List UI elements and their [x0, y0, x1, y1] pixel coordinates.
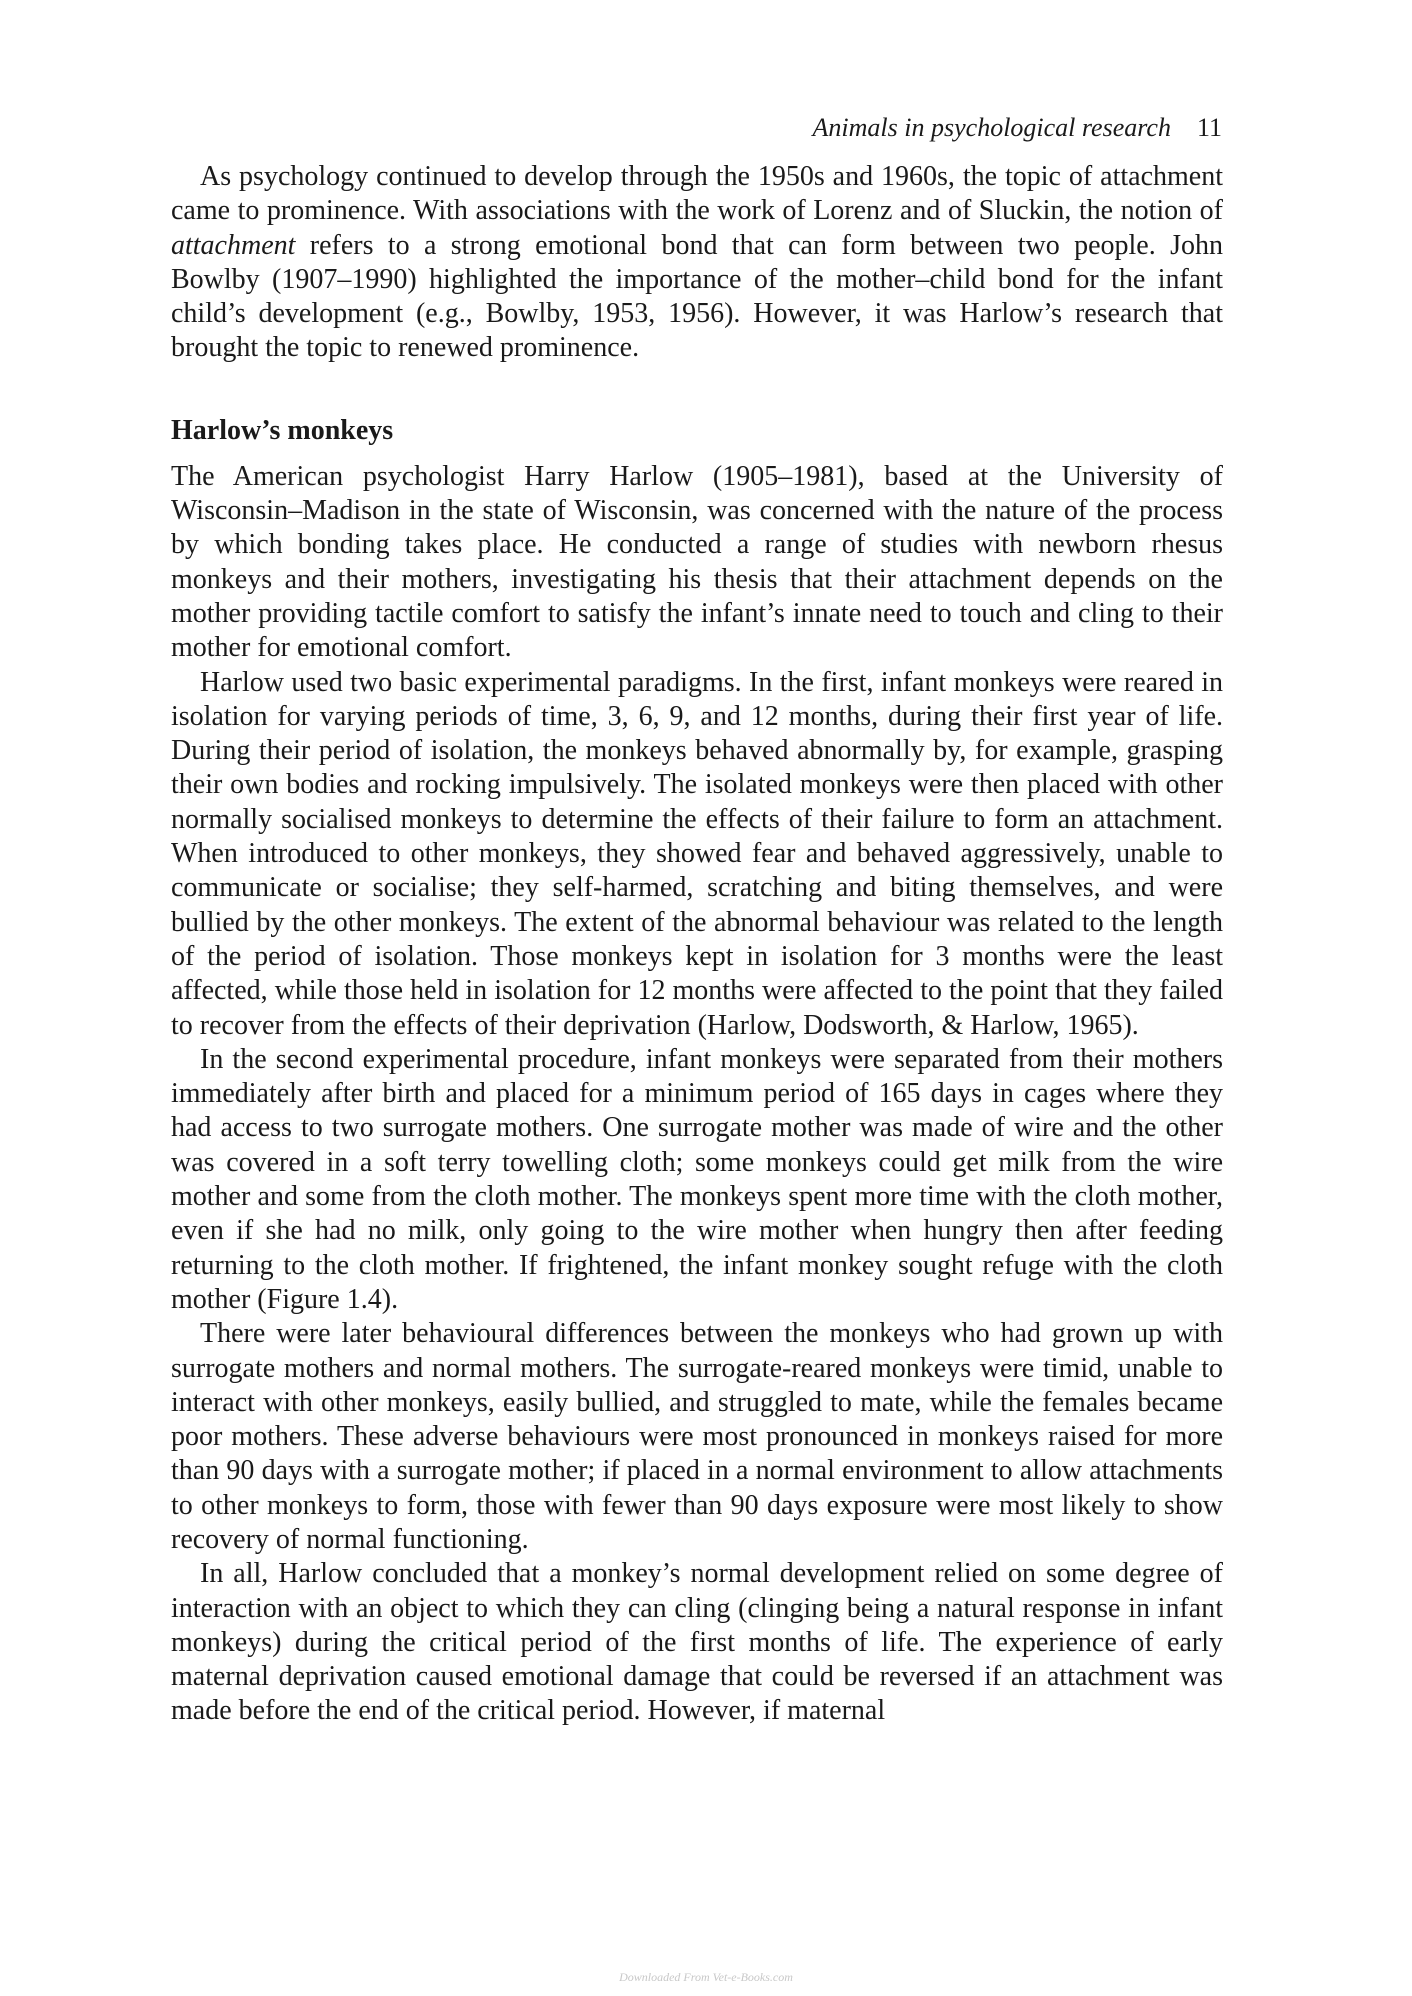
intro-emphasis: attachment: [171, 229, 296, 261]
running-title: Animals in psychological research: [812, 113, 1171, 142]
body-paragraph-4: There were later behavioural differences between the monkeys who had grown up with surrogate mothers and normal mothers. The surrogate-reared monkeys were timid, unable to interact with other monkeys, easily bullied, and struggled to mate, while the females became poor mothers. These adverse behaviours were most pronounced in monkeys raised for more than 90 days with a surrogate mother; if placed in a normal environment to allow attachments to other monkeys to form, those with fewer than 90 days exposure were most likely to show recovery of normal functioning.: [171, 1318, 1223, 1555]
body-paragraph-2: Harlow used two basic experimental paradigms. In the first, infant monkeys were reared in isolation for varying periods of time, 3, 6, 9, and 12 months, during their first year of life. During their period of isolation, the monkeys behaved abnormally by, for example, grasping their own bodies and rocking impulsively. The isolated monkeys were then placed with other normally socialised monkeys to determine the effects of their failure to form an attachment. When introduced to other monkeys, they showed fear and behaved aggressively, unable to communicate or socialise; they self-harmed, scratching and biting themselves, and were bullied by the other monkeys. The extent of the abnormal behaviour was related to the length of the period of isolation. Those monkeys kept in isolation for 3 months were the least affected, while those held in isolation for 12 months were affected to the point that they failed to recover from the effects of their deprivation (Harlow, Dodsworth, & Harlow, 1965).: [171, 666, 1223, 1041]
page-number: 11: [1196, 113, 1222, 142]
running-header: [813, 113, 1222, 143]
body-paragraph-5: In all, Harlow concluded that a monkey’s normal development relied on some degree of interaction with an object to which they can cling (clinging being a natural response in infant monkeys) during the critical period of the first months of life. The experience of early maternal deprivation caused emotional damage that could be reversed if an attachment was made before the end of the critical period. However, if maternal: [171, 1558, 1223, 1727]
intro-text-part1: As psychology continued to develop through the 1950s and 1960s, the topic of attachment came to prominence. With associations with the work of Lorenz and of Sluckin, the notion of: [171, 161, 1223, 227]
section-heading: Harlow’s monkeys: [171, 414, 394, 446]
intro-text-part2: refers to a strong emotional bond that can form between two people. John Bowlby (1907–1990) highlighted the importance of the mother–child bond for the infant child’s development (e.g., Bowlby, 1953, 1956). However, it was Harlow’s research that brought the topic to renewed prominence.: [171, 229, 1223, 364]
page-body: [171, 160, 1223, 1729]
download-watermark: Downloaded From Vet-e-Books.com: [619, 1970, 793, 1984]
intro-paragraph: [171, 160, 1223, 366]
body-paragraph-3: In the second experimental procedure, infant monkeys were separated from their mothers immediately after birth and placed for a minimum period of 165 days in cages where they had access to two surrogate mothers. One surrogate mother was made of wire and the other was covered in a soft terry towelling cloth; some monkeys could get milk from the wire mother and some from the cloth mother. The monkeys spent more time with the cloth mother, even if she had no milk, only going to the wire mother when hungry then after feeding returning to the cloth mother. If frightened, the infant monkey sought refuge with the cloth mother (Figure 1.4).: [171, 1043, 1223, 1315]
body-paragraph-1: The American psychologist Harry Harlow (1905–1981), based at the University of Wisconsin–Madison in the state of Wisconsin, was concerned with the nature of the process by which bonding takes place. He conducted a range of studies with newborn rhesus monkeys and their mothers, investigating his thesis that their attachment depends on the mother providing tactile comfort to satisfy the infant’s innate need to touch and cling to their mother for emotional comfort.: [171, 460, 1223, 664]
